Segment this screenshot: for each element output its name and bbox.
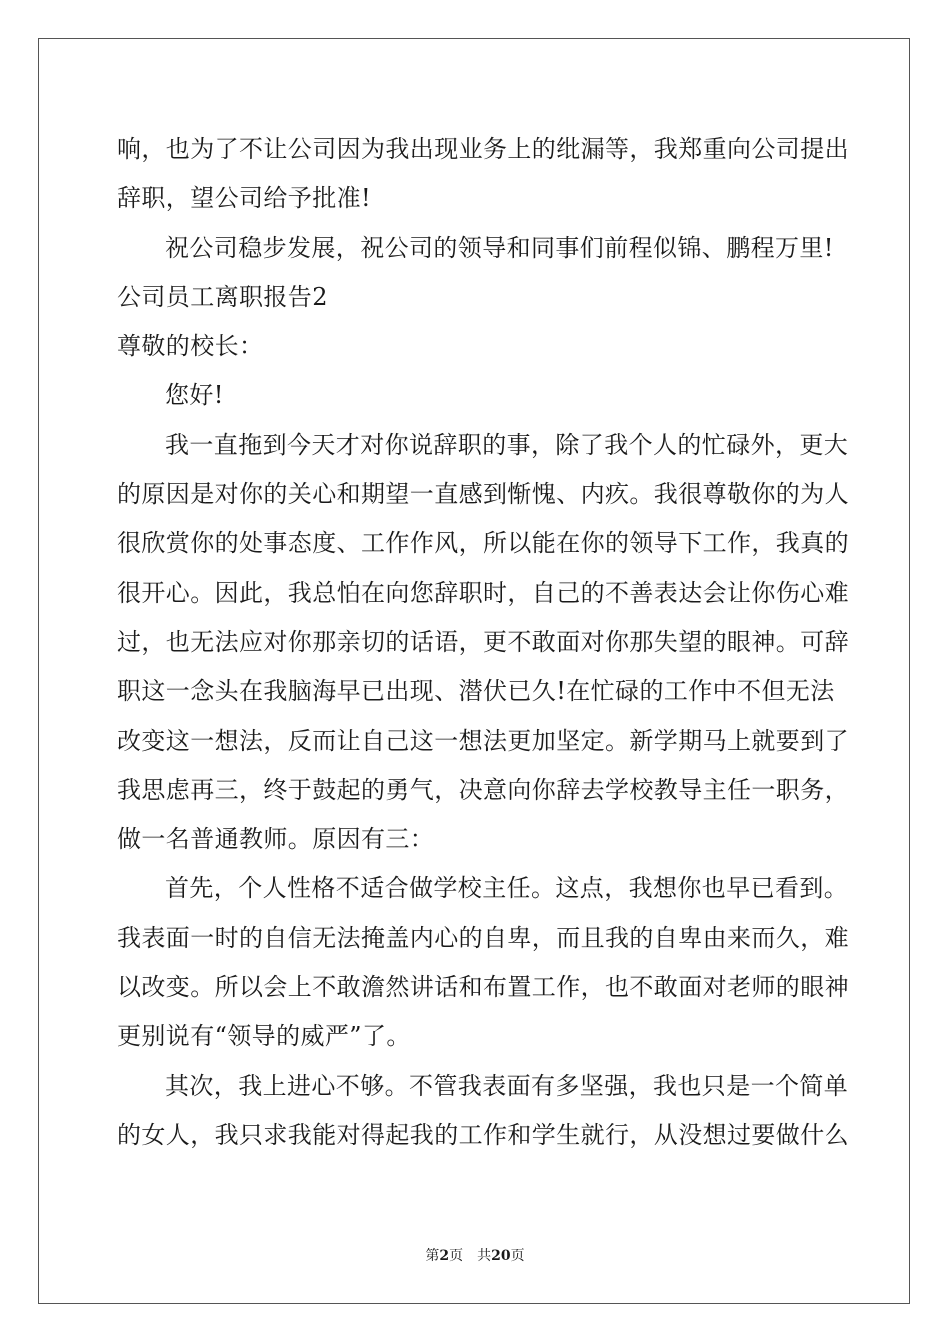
text-line: 职这一念头在我脑海早已出现、潜伏已久!在忙碌的工作中不但无法 bbox=[117, 677, 835, 706]
text-line: 很开心。因此，我总怕在向您辞职时，自己的不善表达会让你伤心难 bbox=[117, 578, 849, 607]
salutation: 尊敬的校长： bbox=[117, 332, 264, 361]
text-line: 我一直拖到今天才对你说辞职的事，除了我个人的忙碌外，更大 bbox=[165, 430, 849, 459]
text-line: 过，也无法应对你那亲切的话语，更不敢面对你那失望的眼神。可辞 bbox=[117, 627, 849, 656]
text-line: 祝公司稳步发展，祝公司的领导和同事们前程似锦、鹏程万里! bbox=[165, 233, 834, 262]
document-body bbox=[117, 125, 849, 1160]
total-prefix: 共 bbox=[477, 1248, 492, 1264]
page-number: 2 bbox=[439, 1248, 450, 1264]
text-line: 的原因是对你的关心和期望一直感到惭愧、内疚。我很尊敬你的为人 bbox=[117, 480, 849, 509]
page-footer bbox=[0, 1246, 950, 1266]
text-line: 更别说有“领导的威严”了。 bbox=[117, 1022, 411, 1051]
text-line: 其次，我上进心不够。不管我表面有多坚强，我也只是一个简单 bbox=[165, 1071, 849, 1100]
text-line: 我表面一时的自信无法掩盖内心的自卑，而且我的自卑由来而久，难 bbox=[117, 923, 849, 952]
text-line: 响，也为了不让公司因为我出现业务上的纰漏等，我郑重向公司提出 bbox=[117, 135, 849, 163]
greeting: 您好! bbox=[165, 381, 224, 410]
page-prefix: 第 bbox=[425, 1248, 440, 1264]
text-line: 做一名普通教师。原因有三： bbox=[117, 825, 435, 854]
total-pages: 20 bbox=[491, 1248, 511, 1264]
total-suffix: 页 bbox=[510, 1248, 525, 1264]
text-line: 我思虑再三，终于鼓起的勇气，决意向你辞去学校教导主任一职务， bbox=[117, 775, 849, 804]
text-line: 很欣赏你的处事态度、工作作风，所以能在你的领导下工作，我真的 bbox=[117, 529, 849, 558]
section-heading: 公司员工离职报告2 bbox=[117, 282, 328, 311]
text-line: 改变这一想法，反而让自己这一想法更加坚定。新学期马上就要到了 bbox=[117, 726, 849, 755]
page-suffix: 页 bbox=[449, 1248, 464, 1264]
text-line: 首先，个人性格不适合做学校主任。这点，我想你也早已看到。 bbox=[165, 874, 849, 903]
text-line: 以改变。所以会上不敢澹然讲话和布置工作，也不敢面对老师的眼神 bbox=[117, 973, 849, 1002]
text-line: 辞职，望公司给予批准! bbox=[117, 184, 372, 213]
text-line: 的女人，我只求我能对得起我的工作和学生就行，从没想过要做什么 bbox=[117, 1120, 849, 1149]
